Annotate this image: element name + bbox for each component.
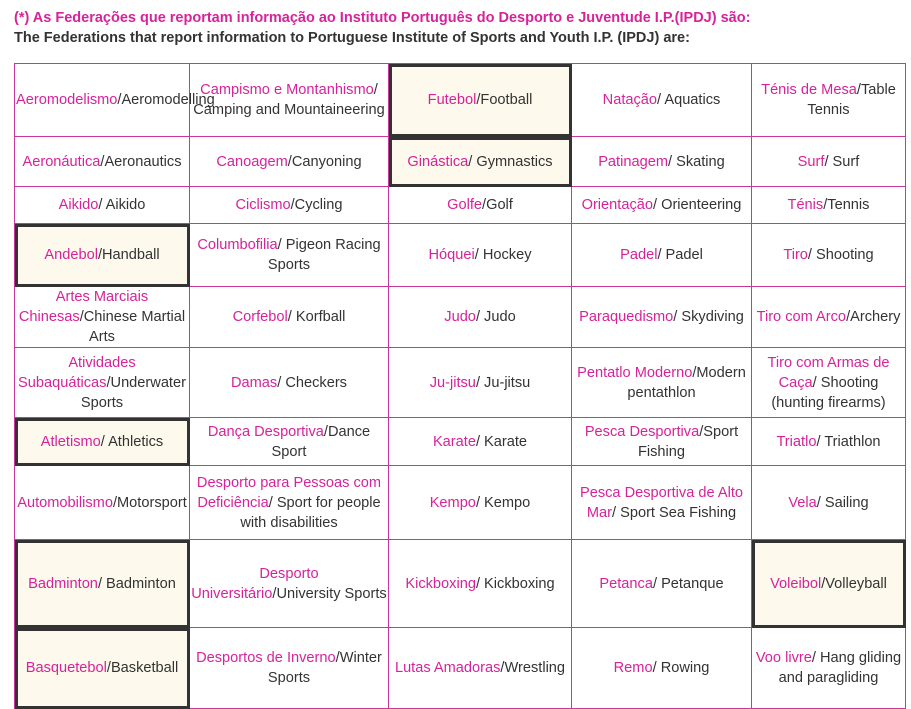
- separator: /: [846, 309, 851, 325]
- federation-cell: [190, 137, 389, 187]
- separator: /: [652, 660, 661, 676]
- federation-name-en: Handball: [102, 247, 160, 263]
- federation-name-pt: Ténis: [787, 197, 824, 213]
- federation-name-en: Sport for people with disabilities: [240, 494, 381, 531]
- table-row: [15, 187, 906, 224]
- federation-name-pt: Hóquei: [428, 247, 475, 263]
- federation-name-pt: Futebol: [427, 92, 477, 108]
- federation-name-pt: Atletismo: [40, 433, 101, 450]
- federation-name-pt: Voo livre: [755, 650, 812, 666]
- separator: /: [699, 423, 704, 440]
- federation-name-en: Football: [480, 92, 533, 108]
- federation-name-pt: Judo: [444, 309, 476, 325]
- federation-cell: [572, 64, 752, 137]
- federation-name-pt: Pentatlo Moderno: [577, 364, 693, 381]
- federation-cell: [752, 348, 906, 418]
- federation-cell: [389, 187, 572, 224]
- federation-cell: [190, 540, 389, 628]
- federation-name-en: Canyoning: [291, 153, 362, 170]
- federation-name-en: Winter Sports: [267, 650, 382, 686]
- federation-name-pt: Padel: [620, 247, 658, 263]
- federation-cell: [389, 540, 572, 628]
- federation-cell: [389, 224, 572, 287]
- federation-cell: [15, 187, 190, 224]
- federation-cell: [190, 628, 389, 709]
- heading: [14, 8, 904, 48]
- federation-name-en: Modern pentathlon: [627, 364, 746, 401]
- federation-name-pt: Voleibol: [770, 575, 822, 592]
- federation-name-en: Pigeon Racing Sports: [267, 237, 381, 273]
- federation-name-en: Athletics: [108, 433, 164, 450]
- separator: /: [811, 650, 820, 666]
- separator: /: [652, 197, 662, 213]
- federation-cell: [572, 187, 752, 224]
- separator: /: [475, 374, 485, 391]
- federation-name-pt: Golfe: [447, 197, 483, 213]
- separator: /: [323, 423, 328, 440]
- federation-cell: [389, 64, 572, 137]
- federation-name-pt: Triatlo: [776, 433, 817, 450]
- federation-name-pt: Petanca: [599, 575, 653, 592]
- heading-portuguese: (*) As Federações que reportam informação ao Instituto Português do Desporto e Juventude I.P.(IPDJ) são:: [14, 10, 751, 26]
- federation-cell: [389, 137, 572, 187]
- federation-cell: [190, 466, 389, 540]
- federation-name-en: Golf: [486, 197, 513, 213]
- federation-name-pt: Artes Marciais Chinesas: [18, 289, 149, 325]
- federation-name-en: Dance Sport: [271, 423, 371, 460]
- federation-cell: [389, 348, 572, 418]
- separator: /: [856, 82, 861, 98]
- federation-name-pt: Natação: [602, 92, 658, 108]
- federation-name-pt: Dança Desportiva: [207, 423, 324, 440]
- separator: /: [500, 660, 505, 676]
- separator: /: [290, 197, 295, 213]
- federation-name-en: Shooting (hunting firearms): [771, 374, 886, 411]
- federation-name-pt: Canoagem: [216, 153, 288, 170]
- table-row: [15, 287, 906, 348]
- separator: /: [612, 504, 621, 521]
- federation-cell: [190, 187, 389, 224]
- federation-name-pt: Ginástica: [407, 153, 469, 170]
- federation-name-en: Aeromodelling: [121, 92, 215, 108]
- federation-name-pt: Karate: [432, 433, 476, 450]
- federation-cell: [752, 628, 906, 709]
- table-row: [15, 64, 906, 137]
- federation-cell: [752, 466, 906, 540]
- federation-cell: [572, 287, 752, 348]
- separator: /: [812, 374, 821, 391]
- federation-name-pt: Kickboxing: [405, 575, 476, 592]
- federation-name-en: Rowing: [660, 660, 710, 676]
- federation-name-pt: Kempo: [429, 494, 476, 511]
- federation-name-en: Padel: [665, 247, 703, 263]
- federation-name-pt: Campismo e Montanhismo: [200, 82, 374, 98]
- federation-name-pt: Basquetebol: [25, 660, 107, 676]
- separator: /: [475, 309, 485, 325]
- federation-name-pt: Pesca Desportiva: [584, 423, 700, 440]
- federation-cell: [752, 224, 906, 287]
- federation-name-en: Aquatics: [664, 92, 721, 108]
- separator: /: [79, 309, 84, 325]
- federation-name-pt: Desportos de Inverno: [196, 650, 336, 666]
- separator: /: [692, 364, 697, 381]
- federation-name-pt: Tiro com Armas de Caça: [767, 354, 890, 391]
- federation-cell: [15, 540, 190, 628]
- table-row: [15, 224, 906, 287]
- separator: /: [474, 247, 483, 263]
- federation-name-en: Aeronautics: [104, 153, 182, 170]
- separator: /: [277, 374, 286, 391]
- federation-name-en: Badminton: [106, 575, 176, 592]
- federation-name-en: Table Tennis: [807, 82, 896, 118]
- federation-name-en: Cycling: [294, 197, 343, 213]
- federation-name-en: Korfball: [295, 309, 346, 325]
- federation-name-pt: Corfebol: [232, 309, 288, 325]
- federation-name-en: Skating: [676, 153, 725, 170]
- federation-name-en: Judo: [484, 309, 516, 325]
- separator: /: [673, 309, 682, 325]
- federation-cell: [190, 224, 389, 287]
- table-row: [15, 540, 906, 628]
- federation-cell: [572, 348, 752, 418]
- federation-name-en: Tennis: [827, 197, 870, 213]
- federation-cell: [15, 418, 190, 466]
- federation-name-en: Hang gliding and paragliding: [778, 650, 902, 686]
- separator: /: [816, 433, 825, 450]
- federation-cell: [389, 418, 572, 466]
- heading-english: The Federations that report information to Portuguese Institute of Sports and Youth I.P. (IPDJ) are:: [14, 30, 690, 46]
- federation-name-pt: Tiro com Arco: [756, 309, 847, 325]
- federation-cell: [389, 466, 572, 540]
- federation-cell: [15, 628, 190, 709]
- separator: /: [100, 153, 105, 170]
- separator: /: [821, 575, 826, 592]
- federation-cell: [15, 466, 190, 540]
- federation-cell: [572, 224, 752, 287]
- federation-cell: [572, 418, 752, 466]
- separator: /: [373, 82, 378, 98]
- federation-name-pt: Lutas Amadoras: [394, 660, 501, 676]
- separator: /: [476, 92, 481, 108]
- federation-name-en: Petanque: [661, 575, 724, 592]
- federation-cell: [752, 540, 906, 628]
- federation-cell: [752, 187, 906, 224]
- federation-name-pt: Columbofilia: [197, 237, 278, 253]
- federation-name-pt: Aeronáutica: [22, 153, 101, 170]
- federation-name-pt: Desporto para Pessoas com Deficiência: [196, 474, 382, 511]
- federation-name-pt: Remo: [613, 660, 653, 676]
- separator: /: [816, 494, 825, 511]
- federation-name-en: University Sports: [276, 585, 387, 602]
- federation-cell: [752, 64, 906, 137]
- federation-name-pt: Ju-jitsu: [429, 374, 476, 391]
- separator: /: [475, 433, 485, 450]
- federation-name-en: Kickboxing: [484, 575, 555, 592]
- separator: /: [117, 92, 122, 108]
- federation-name-pt: Badminton: [28, 575, 98, 592]
- federation-name-en: Checkers: [285, 374, 347, 391]
- separator: /: [475, 575, 485, 592]
- separator: /: [468, 153, 477, 170]
- federation-cell: [572, 540, 752, 628]
- separator: /: [277, 237, 286, 253]
- separator: /: [823, 197, 828, 213]
- federation-cell: [389, 287, 572, 348]
- federation-name-en: Shooting: [816, 247, 874, 263]
- federation-name-en: Chinese Martial Arts: [83, 309, 186, 345]
- federation-name-pt: Atividades Subaquáticas: [18, 354, 136, 391]
- separator: /: [652, 575, 662, 592]
- federation-name-pt: Andebol: [44, 247, 98, 263]
- separator: /: [667, 153, 677, 170]
- separator: /: [268, 494, 277, 511]
- federation-name-en: Underwater Sports: [80, 374, 186, 411]
- federation-cell: [15, 137, 190, 187]
- federation-name-en: Ju-jitsu: [484, 374, 531, 391]
- federation-name-en: Surf: [832, 153, 860, 170]
- separator: /: [657, 247, 666, 263]
- federation-cell: [752, 418, 906, 466]
- federation-cell: [190, 64, 389, 137]
- separator: /: [824, 153, 833, 170]
- federation-name-pt: Paraquedismo: [579, 309, 674, 325]
- federation-name-en: Triathlon: [824, 433, 881, 450]
- federation-cell: [752, 137, 906, 187]
- federations-table: [14, 63, 906, 709]
- federation-cell: [572, 466, 752, 540]
- federation-name-pt: Automobilismo: [17, 494, 113, 511]
- table-row: [15, 137, 906, 187]
- federation-name-pt: Orientação: [581, 197, 653, 213]
- federation-cell: [389, 628, 572, 709]
- federation-name-en: Archery: [850, 309, 901, 325]
- federation-cell: [15, 287, 190, 348]
- federation-cell: [572, 628, 752, 709]
- federation-cell: [190, 418, 389, 466]
- separator: /: [106, 660, 111, 676]
- federation-name-en: Basketball: [110, 660, 179, 676]
- federation-name-en: Sport Sea Fishing: [620, 504, 737, 521]
- separator: /: [100, 433, 109, 450]
- federation-name-pt: Tiro: [783, 247, 808, 263]
- separator: /: [335, 650, 340, 666]
- table-row: [15, 466, 906, 540]
- separator: /: [482, 197, 487, 213]
- federation-name-pt: Ténis de Mesa: [761, 82, 857, 98]
- federation-cell: [15, 348, 190, 418]
- federation-name-pt: Aikido: [58, 197, 99, 213]
- federation-name-pt: Vela: [788, 494, 817, 511]
- federation-name-pt: Patinagem: [598, 153, 668, 170]
- federation-name-en: Sailing: [824, 494, 869, 511]
- federation-name-en: Orienteering: [661, 197, 742, 213]
- separator: /: [112, 494, 118, 511]
- table-row: [15, 628, 906, 709]
- federation-name-en: Kempo: [484, 494, 531, 511]
- separator: /: [287, 153, 292, 170]
- separator: /: [272, 585, 277, 602]
- federation-name-en: Karate: [484, 433, 528, 450]
- federation-cell: [572, 137, 752, 187]
- federation-name-en: Sport Fishing: [637, 423, 739, 460]
- federation-cell: [752, 287, 906, 348]
- separator: /: [475, 494, 485, 511]
- federation-name-en: Aikido: [105, 197, 146, 213]
- separator: /: [98, 197, 106, 213]
- separator: /: [807, 247, 817, 263]
- federation-name-en: Motorsport: [117, 494, 187, 511]
- federation-name-pt: Desporto Universitário: [191, 565, 319, 602]
- separator: /: [657, 92, 665, 108]
- separator: /: [97, 247, 102, 263]
- federation-name-en: Skydiving: [681, 309, 744, 325]
- federation-name-en: Camping and Mountaineering: [193, 102, 385, 118]
- separator: /: [106, 374, 111, 391]
- federation-name-en: Volleyball: [825, 575, 887, 592]
- federation-name-pt: Ciclismo: [235, 197, 291, 213]
- separator: /: [287, 309, 296, 325]
- table-row: [15, 418, 906, 466]
- federation-cell: [15, 64, 215, 137]
- table-row: [15, 348, 906, 418]
- federation-cell: [15, 224, 190, 287]
- federation-name-pt: Pesca Desportiva de Alto Mar: [579, 484, 744, 521]
- federation-name-pt: Aeromodelismo: [16, 92, 118, 108]
- federation-name-en: Hockey: [482, 247, 532, 263]
- federation-cell: [190, 348, 389, 418]
- federation-cell: [190, 287, 389, 348]
- separator: /: [97, 575, 107, 592]
- federation-name-en: Wrestling: [504, 660, 566, 676]
- federation-name-pt: Damas: [231, 374, 278, 391]
- federation-name-en: Gymnastics: [476, 153, 553, 170]
- federation-name-pt: Surf: [797, 153, 825, 170]
